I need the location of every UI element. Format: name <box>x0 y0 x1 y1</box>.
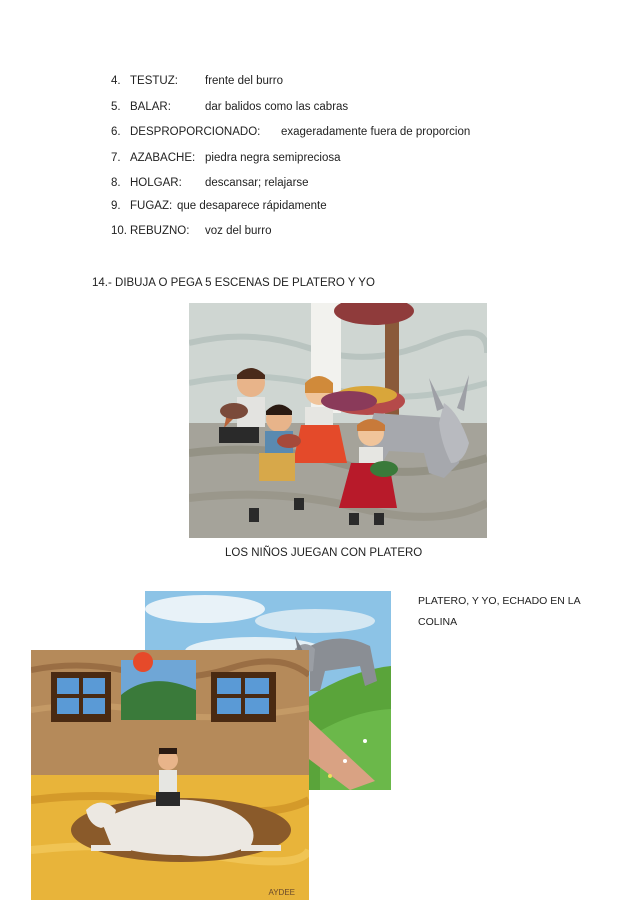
vocab-number: 9. <box>111 200 121 212</box>
vocab-term: BALAR: <box>130 101 171 113</box>
caption-children-playing: LOS NIÑOS JUEGAN CON PLATERO <box>225 547 423 559</box>
vocab-number: 6. <box>111 126 121 138</box>
vocab-definition: dar balidos como las cabras <box>205 101 349 113</box>
vocab-definition: frente del burro <box>205 75 283 87</box>
illustration-children-playing <box>189 303 487 538</box>
vocab-term: FUGAZ: <box>130 200 173 212</box>
vocab-definition: piedra negra semipreciosa <box>205 152 341 164</box>
vocab-term: DESPROPORCIONADO: <box>130 126 261 138</box>
vocab-term: TESTUZ: <box>130 75 178 87</box>
vocab-number: 5. <box>111 101 121 113</box>
vocab-definition: voz del burro <box>205 225 272 237</box>
section-title: 14.- DIBUJA O PEGA 5 ESCENAS DE PLATERO Y YO <box>92 277 375 289</box>
vocab-definition: descansar; relajarse <box>205 177 309 189</box>
vocab-term: AZABACHE: <box>130 152 196 164</box>
vocab-definition: que desaparece rápidamente <box>177 200 327 212</box>
vocab-term: HOLGAR: <box>130 177 182 189</box>
illustration-platero-lying <box>31 650 309 900</box>
vocab-definition: exageradamente fuera de proporcion <box>281 126 471 138</box>
caption-platero-hill: PLATERO, Y YO, ECHADO EN LA COLINA <box>418 595 581 628</box>
vocab-number: 4. <box>111 75 121 87</box>
vocab-number: 10. <box>111 225 127 237</box>
vocab-number: 7. <box>111 152 121 164</box>
vocab-term: REBUZNO: <box>130 225 190 237</box>
vocab-number: 8. <box>111 177 121 189</box>
artist-signature: AYDEE <box>268 888 295 897</box>
